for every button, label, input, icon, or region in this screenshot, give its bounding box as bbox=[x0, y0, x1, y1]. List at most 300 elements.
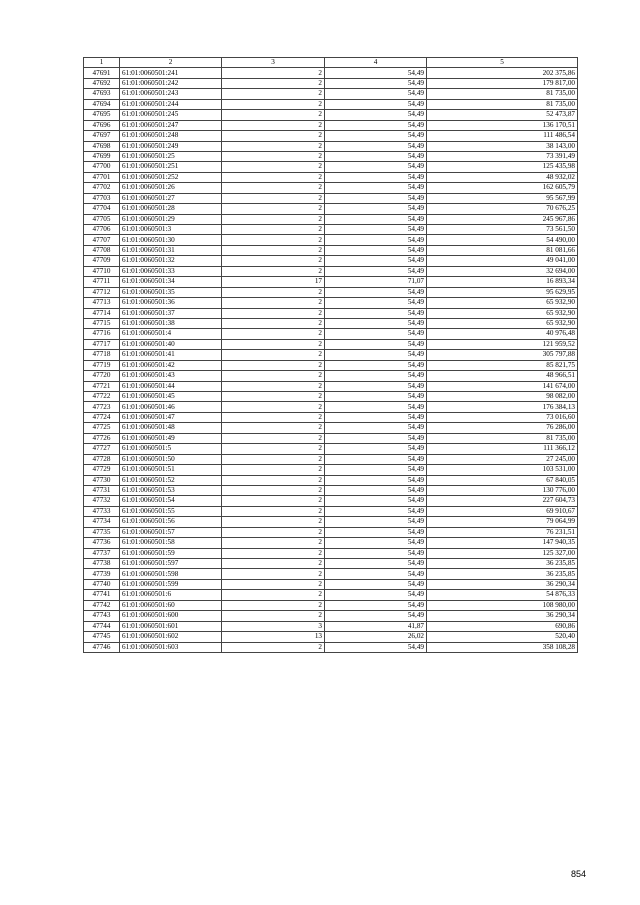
table-row bbox=[84, 183, 578, 193]
table-row bbox=[84, 475, 578, 485]
table-cell-col-1: 47735 bbox=[84, 527, 120, 537]
table-cell-col-1: 47721 bbox=[84, 381, 120, 391]
table-cell-col-2: 61:01:0060501:25 bbox=[120, 151, 222, 161]
table-cell-col-3: 2 bbox=[222, 308, 325, 318]
table-cell-col-4: 54,49 bbox=[325, 485, 427, 495]
table-cell-col-1: 47720 bbox=[84, 371, 120, 381]
table-cell-col-1: 47724 bbox=[84, 412, 120, 422]
table-row bbox=[84, 485, 578, 495]
table-row bbox=[84, 204, 578, 214]
table-row bbox=[84, 172, 578, 182]
table-cell-col-5: 48 966,51 bbox=[427, 371, 578, 381]
table-cell-col-3: 3 bbox=[222, 621, 325, 631]
table-cell-col-3: 2 bbox=[222, 204, 325, 214]
table-cell-col-4: 54,49 bbox=[325, 465, 427, 475]
table-cell-col-2: 61:01:0060501:53 bbox=[120, 485, 222, 495]
table-cell-col-1: 47733 bbox=[84, 506, 120, 516]
table-cell-col-3: 2 bbox=[222, 266, 325, 276]
data-table bbox=[83, 57, 578, 653]
table-cell-col-2: 61:01:0060501:597 bbox=[120, 559, 222, 569]
table-cell-col-1: 47726 bbox=[84, 433, 120, 443]
table-cell-col-5: 81 735,00 bbox=[427, 99, 578, 109]
table-cell-col-2: 61:01:0060501:48 bbox=[120, 423, 222, 433]
table-cell-col-2: 61:01:0060501:54 bbox=[120, 496, 222, 506]
table-cell-col-1: 47715 bbox=[84, 318, 120, 328]
table-cell-col-5: 95 567,99 bbox=[427, 193, 578, 203]
table-row bbox=[84, 78, 578, 88]
table-cell-col-2: 61:01:0060501:242 bbox=[120, 78, 222, 88]
table-row bbox=[84, 298, 578, 308]
table-cell-col-1: 47705 bbox=[84, 214, 120, 224]
table-cell-col-4: 54,49 bbox=[325, 548, 427, 558]
table-row bbox=[84, 621, 578, 631]
table-header-row bbox=[84, 58, 578, 68]
table-cell-col-2: 61:01:0060501:603 bbox=[120, 642, 222, 652]
table-cell-col-5: 81 735,00 bbox=[427, 433, 578, 443]
table-row bbox=[84, 120, 578, 130]
table-cell-col-4: 54,49 bbox=[325, 517, 427, 527]
table-cell-col-2: 61:01:0060501:602 bbox=[120, 632, 222, 642]
table-cell-col-4: 54,49 bbox=[325, 339, 427, 349]
table-cell-col-2: 61:01:0060501:52 bbox=[120, 475, 222, 485]
table-row bbox=[84, 277, 578, 287]
column-header-1: 1 bbox=[84, 58, 120, 68]
table-cell-col-4: 54,49 bbox=[325, 475, 427, 485]
table-cell-col-3: 2 bbox=[222, 402, 325, 412]
table-cell-col-3: 13 bbox=[222, 632, 325, 642]
table-cell-col-1: 47701 bbox=[84, 172, 120, 182]
table-cell-col-1: 47723 bbox=[84, 402, 120, 412]
table-cell-col-4: 54,49 bbox=[325, 318, 427, 328]
table-cell-col-4: 54,49 bbox=[325, 423, 427, 433]
table-cell-col-1: 47699 bbox=[84, 151, 120, 161]
table-cell-col-3: 2 bbox=[222, 538, 325, 548]
table-cell-col-5: 136 170,51 bbox=[427, 120, 578, 130]
table-cell-col-3: 2 bbox=[222, 423, 325, 433]
table-cell-col-5: 130 776,00 bbox=[427, 485, 578, 495]
table-cell-col-5: 227 604,73 bbox=[427, 496, 578, 506]
table-row bbox=[84, 579, 578, 589]
table-cell-col-2: 61:01:0060501:5 bbox=[120, 444, 222, 454]
table-cell-col-4: 54,49 bbox=[325, 559, 427, 569]
table-row bbox=[84, 496, 578, 506]
table-cell-col-5: 202 375,86 bbox=[427, 68, 578, 78]
table-cell-col-4: 54,49 bbox=[325, 151, 427, 161]
table-cell-col-3: 2 bbox=[222, 162, 325, 172]
table-cell-col-5: 54 490,00 bbox=[427, 235, 578, 245]
table-row bbox=[84, 89, 578, 99]
table-cell-col-3: 2 bbox=[222, 475, 325, 485]
table-cell-col-2: 61:01:0060501:245 bbox=[120, 110, 222, 120]
table-cell-col-1: 47692 bbox=[84, 78, 120, 88]
table-cell-col-1: 47716 bbox=[84, 329, 120, 339]
table-cell-col-5: 690,86 bbox=[427, 621, 578, 631]
table-cell-col-5: 81 735,00 bbox=[427, 89, 578, 99]
table-cell-col-2: 61:01:0060501:40 bbox=[120, 339, 222, 349]
table-cell-col-3: 2 bbox=[222, 256, 325, 266]
table-cell-col-2: 61:01:0060501:244 bbox=[120, 99, 222, 109]
table-cell-col-1: 47697 bbox=[84, 131, 120, 141]
table-cell-col-5: 176 384,13 bbox=[427, 402, 578, 412]
table-cell-col-1: 47730 bbox=[84, 475, 120, 485]
table-cell-col-1: 47731 bbox=[84, 485, 120, 495]
table-cell-col-5: 65 932,90 bbox=[427, 308, 578, 318]
table-cell-col-3: 2 bbox=[222, 559, 325, 569]
table-cell-col-2: 61:01:0060501:37 bbox=[120, 308, 222, 318]
table-row bbox=[84, 538, 578, 548]
table-cell-col-1: 47744 bbox=[84, 621, 120, 631]
table-cell-col-5: 54 876,33 bbox=[427, 590, 578, 600]
table-cell-col-5: 103 531,00 bbox=[427, 465, 578, 475]
table-cell-col-5: 73 561,50 bbox=[427, 225, 578, 235]
table-cell-col-3: 2 bbox=[222, 611, 325, 621]
table-cell-col-2: 61:01:0060501:247 bbox=[120, 120, 222, 130]
table-cell-col-3: 2 bbox=[222, 78, 325, 88]
table-cell-col-1: 47706 bbox=[84, 225, 120, 235]
table-cell-col-1: 47719 bbox=[84, 360, 120, 370]
table-cell-col-2: 61:01:0060501:55 bbox=[120, 506, 222, 516]
table-cell-col-4: 54,49 bbox=[325, 611, 427, 621]
table-cell-col-4: 54,49 bbox=[325, 266, 427, 276]
table-cell-col-4: 54,49 bbox=[325, 600, 427, 610]
table-cell-col-3: 2 bbox=[222, 225, 325, 235]
table-cell-col-5: 111 486,54 bbox=[427, 131, 578, 141]
table-cell-col-5: 73 016,60 bbox=[427, 412, 578, 422]
table-cell-col-1: 47704 bbox=[84, 204, 120, 214]
table-cell-col-4: 54,49 bbox=[325, 381, 427, 391]
table-cell-col-1: 47739 bbox=[84, 569, 120, 579]
table-cell-col-3: 2 bbox=[222, 506, 325, 516]
table-cell-col-3: 2 bbox=[222, 517, 325, 527]
table-row bbox=[84, 110, 578, 120]
table-cell-col-1: 47718 bbox=[84, 350, 120, 360]
table-cell-col-2: 61:01:0060501:30 bbox=[120, 235, 222, 245]
table-cell-col-2: 61:01:0060501:44 bbox=[120, 381, 222, 391]
table-cell-col-3: 2 bbox=[222, 287, 325, 297]
table-cell-col-5: 121 959,52 bbox=[427, 339, 578, 349]
table-cell-col-5: 108 980,00 bbox=[427, 600, 578, 610]
table-cell-col-4: 54,49 bbox=[325, 506, 427, 516]
table-cell-col-5: 147 940,35 bbox=[427, 538, 578, 548]
table-cell-col-4: 54,49 bbox=[325, 183, 427, 193]
table-cell-col-3: 2 bbox=[222, 548, 325, 558]
table-cell-col-3: 2 bbox=[222, 465, 325, 475]
table-cell-col-1: 47740 bbox=[84, 579, 120, 589]
table-cell-col-1: 47728 bbox=[84, 454, 120, 464]
table-cell-col-2: 61:01:0060501:33 bbox=[120, 266, 222, 276]
table-cell-col-5: 36 290,34 bbox=[427, 611, 578, 621]
table-cell-col-3: 2 bbox=[222, 569, 325, 579]
table-cell-col-2: 61:01:0060501:46 bbox=[120, 402, 222, 412]
table-cell-col-4: 54,49 bbox=[325, 204, 427, 214]
table-cell-col-1: 47734 bbox=[84, 517, 120, 527]
table-row bbox=[84, 225, 578, 235]
table-cell-col-3: 2 bbox=[222, 392, 325, 402]
table-cell-col-2: 61:01:0060501:27 bbox=[120, 193, 222, 203]
table-cell-col-5: 65 932,90 bbox=[427, 318, 578, 328]
table-cell-col-4: 54,49 bbox=[325, 225, 427, 235]
table-cell-col-2: 61:01:0060501:50 bbox=[120, 454, 222, 464]
table-cell-col-4: 54,49 bbox=[325, 392, 427, 402]
table-cell-col-2: 61:01:0060501:241 bbox=[120, 68, 222, 78]
table-cell-col-5: 73 391,49 bbox=[427, 151, 578, 161]
table-cell-col-3: 2 bbox=[222, 110, 325, 120]
table-cell-col-1: 47708 bbox=[84, 245, 120, 255]
table-cell-col-2: 61:01:0060501:600 bbox=[120, 611, 222, 621]
table-cell-col-4: 54,49 bbox=[325, 214, 427, 224]
table-cell-col-1: 47732 bbox=[84, 496, 120, 506]
table-cell-col-4: 54,49 bbox=[325, 110, 427, 120]
table-row bbox=[84, 308, 578, 318]
table-cell-col-2: 61:01:0060501:249 bbox=[120, 141, 222, 151]
table-cell-col-5: 81 081,66 bbox=[427, 245, 578, 255]
table-cell-col-2: 61:01:0060501:34 bbox=[120, 277, 222, 287]
table-cell-col-3: 2 bbox=[222, 68, 325, 78]
table-cell-col-2: 61:01:0060501:598 bbox=[120, 569, 222, 579]
table-cell-col-3: 2 bbox=[222, 183, 325, 193]
table-cell-col-1: 47717 bbox=[84, 339, 120, 349]
table-cell-col-3: 2 bbox=[222, 298, 325, 308]
table-body bbox=[84, 68, 578, 653]
table-row bbox=[84, 433, 578, 443]
table-cell-col-4: 54,49 bbox=[325, 235, 427, 245]
table-row bbox=[84, 600, 578, 610]
table-cell-col-1: 47710 bbox=[84, 266, 120, 276]
page-number: 854 bbox=[570, 869, 586, 879]
table-cell-col-4: 54,49 bbox=[325, 538, 427, 548]
table-cell-col-5: 69 910,67 bbox=[427, 506, 578, 516]
table-cell-col-2: 61:01:0060501:6 bbox=[120, 590, 222, 600]
table-cell-col-5: 40 976,48 bbox=[427, 329, 578, 339]
table-cell-col-2: 61:01:0060501:36 bbox=[120, 298, 222, 308]
table-cell-col-4: 54,49 bbox=[325, 141, 427, 151]
table-row bbox=[84, 151, 578, 161]
table-cell-col-1: 47691 bbox=[84, 68, 120, 78]
table-cell-col-4: 54,49 bbox=[325, 329, 427, 339]
table-cell-col-1: 47746 bbox=[84, 642, 120, 652]
table-cell-col-5: 85 821,75 bbox=[427, 360, 578, 370]
table-cell-col-2: 61:01:0060501:59 bbox=[120, 548, 222, 558]
table-cell-col-5: 49 041,00 bbox=[427, 256, 578, 266]
table-row bbox=[84, 465, 578, 475]
table-cell-col-2: 61:01:0060501:248 bbox=[120, 131, 222, 141]
table-row bbox=[84, 131, 578, 141]
table-cell-col-1: 47736 bbox=[84, 538, 120, 548]
table-cell-col-5: 65 932,90 bbox=[427, 298, 578, 308]
table-cell-col-1: 47712 bbox=[84, 287, 120, 297]
table-row bbox=[84, 381, 578, 391]
table-cell-col-5: 520,40 bbox=[427, 632, 578, 642]
table-cell-col-3: 2 bbox=[222, 381, 325, 391]
table-cell-col-3: 2 bbox=[222, 214, 325, 224]
table-cell-col-3: 2 bbox=[222, 329, 325, 339]
table-cell-col-3: 2 bbox=[222, 120, 325, 130]
table-cell-col-2: 61:01:0060501:56 bbox=[120, 517, 222, 527]
table-cell-col-1: 47729 bbox=[84, 465, 120, 475]
table-cell-col-2: 61:01:0060501:57 bbox=[120, 527, 222, 537]
table-cell-col-4: 54,49 bbox=[325, 527, 427, 537]
table-row bbox=[84, 402, 578, 412]
table-cell-col-1: 47745 bbox=[84, 632, 120, 642]
table-cell-col-4: 54,49 bbox=[325, 590, 427, 600]
table-cell-col-5: 38 143,00 bbox=[427, 141, 578, 151]
table-cell-col-4: 54,49 bbox=[325, 298, 427, 308]
table-cell-col-1: 47713 bbox=[84, 298, 120, 308]
table-cell-col-3: 2 bbox=[222, 193, 325, 203]
table-cell-col-3: 2 bbox=[222, 89, 325, 99]
table-row bbox=[84, 235, 578, 245]
table-cell-col-5: 36 235,85 bbox=[427, 559, 578, 569]
table-cell-col-4: 26,02 bbox=[325, 632, 427, 642]
table-cell-col-2: 61:01:0060501:26 bbox=[120, 183, 222, 193]
table-row bbox=[84, 632, 578, 642]
table-cell-col-2: 61:01:0060501:42 bbox=[120, 360, 222, 370]
table-cell-col-2: 61:01:0060501:4 bbox=[120, 329, 222, 339]
table-row bbox=[84, 611, 578, 621]
table-cell-col-1: 47725 bbox=[84, 423, 120, 433]
table-cell-col-1: 47709 bbox=[84, 256, 120, 266]
table-cell-col-4: 41,87 bbox=[325, 621, 427, 631]
table-row bbox=[84, 99, 578, 109]
table-cell-col-3: 2 bbox=[222, 590, 325, 600]
table-cell-col-4: 54,49 bbox=[325, 256, 427, 266]
table-cell-col-1: 47694 bbox=[84, 99, 120, 109]
table-cell-col-3: 2 bbox=[222, 579, 325, 589]
table-row bbox=[84, 454, 578, 464]
table-cell-col-3: 2 bbox=[222, 99, 325, 109]
table-row bbox=[84, 642, 578, 652]
table-cell-col-4: 54,49 bbox=[325, 433, 427, 443]
table-cell-col-3: 17 bbox=[222, 277, 325, 287]
table-cell-col-5: 36 235,85 bbox=[427, 569, 578, 579]
table-cell-col-2: 61:01:0060501:45 bbox=[120, 392, 222, 402]
table-cell-col-3: 2 bbox=[222, 339, 325, 349]
table-cell-col-4: 54,49 bbox=[325, 78, 427, 88]
table-row bbox=[84, 162, 578, 172]
table-cell-col-5: 125 327,00 bbox=[427, 548, 578, 558]
table-cell-col-5: 95 629,95 bbox=[427, 287, 578, 297]
table-cell-col-2: 61:01:0060501:58 bbox=[120, 538, 222, 548]
table-cell-col-2: 61:01:0060501:243 bbox=[120, 89, 222, 99]
table-cell-col-5: 67 840,05 bbox=[427, 475, 578, 485]
table-cell-col-5: 76 286,00 bbox=[427, 423, 578, 433]
table-cell-col-1: 47722 bbox=[84, 392, 120, 402]
column-header-3: 3 bbox=[222, 58, 325, 68]
table-cell-col-2: 61:01:0060501:599 bbox=[120, 579, 222, 589]
table-cell-col-2: 61:01:0060501:28 bbox=[120, 204, 222, 214]
table-cell-col-1: 47696 bbox=[84, 120, 120, 130]
table-row bbox=[84, 412, 578, 422]
table-row bbox=[84, 287, 578, 297]
table-cell-col-5: 16 893,34 bbox=[427, 277, 578, 287]
table-row bbox=[84, 339, 578, 349]
table-cell-col-4: 54,49 bbox=[325, 360, 427, 370]
table-cell-col-3: 2 bbox=[222, 444, 325, 454]
table-cell-col-2: 61:01:0060501:38 bbox=[120, 318, 222, 328]
table-cell-col-5: 162 605,79 bbox=[427, 183, 578, 193]
table-cell-col-4: 54,49 bbox=[325, 68, 427, 78]
table-row bbox=[84, 141, 578, 151]
table-cell-col-1: 47738 bbox=[84, 559, 120, 569]
table-cell-col-2: 61:01:0060501:32 bbox=[120, 256, 222, 266]
table-cell-col-2: 61:01:0060501:252 bbox=[120, 172, 222, 182]
table-cell-col-2: 61:01:0060501:49 bbox=[120, 433, 222, 443]
table-cell-col-2: 61:01:0060501:251 bbox=[120, 162, 222, 172]
table-cell-col-3: 2 bbox=[222, 454, 325, 464]
table-row bbox=[84, 256, 578, 266]
table-cell-col-3: 2 bbox=[222, 172, 325, 182]
column-header-4: 4 bbox=[325, 58, 427, 68]
table-cell-col-2: 61:01:0060501:601 bbox=[120, 621, 222, 631]
table-cell-col-4: 71,07 bbox=[325, 277, 427, 287]
table-cell-col-1: 47698 bbox=[84, 141, 120, 151]
table-cell-col-5: 32 694,00 bbox=[427, 266, 578, 276]
table-cell-col-5: 36 290,34 bbox=[427, 579, 578, 589]
table-cell-col-3: 2 bbox=[222, 600, 325, 610]
table-cell-col-2: 61:01:0060501:3 bbox=[120, 225, 222, 235]
table-cell-col-3: 2 bbox=[222, 141, 325, 151]
table-cell-col-2: 61:01:0060501:41 bbox=[120, 350, 222, 360]
table-row bbox=[84, 423, 578, 433]
column-header-5: 5 bbox=[427, 58, 578, 68]
table-cell-col-4: 54,49 bbox=[325, 412, 427, 422]
table-cell-col-5: 48 932,02 bbox=[427, 172, 578, 182]
table-cell-col-2: 61:01:0060501:43 bbox=[120, 371, 222, 381]
table-cell-col-4: 54,49 bbox=[325, 89, 427, 99]
table-cell-col-2: 61:01:0060501:29 bbox=[120, 214, 222, 224]
table-cell-col-1: 47737 bbox=[84, 548, 120, 558]
table-cell-col-3: 2 bbox=[222, 131, 325, 141]
table-row bbox=[84, 329, 578, 339]
table-cell-col-3: 2 bbox=[222, 527, 325, 537]
table-cell-col-3: 2 bbox=[222, 433, 325, 443]
table-cell-col-5: 79 064,99 bbox=[427, 517, 578, 527]
table-cell-col-3: 2 bbox=[222, 371, 325, 381]
table-cell-col-5: 179 817,00 bbox=[427, 78, 578, 88]
table-cell-col-3: 2 bbox=[222, 485, 325, 495]
table-cell-col-4: 54,49 bbox=[325, 454, 427, 464]
table-cell-col-3: 2 bbox=[222, 235, 325, 245]
table-cell-col-4: 54,49 bbox=[325, 642, 427, 652]
table-cell-col-4: 54,49 bbox=[325, 172, 427, 182]
table-cell-col-5: 98 082,00 bbox=[427, 392, 578, 402]
table-cell-col-2: 61:01:0060501:35 bbox=[120, 287, 222, 297]
column-header-2: 2 bbox=[120, 58, 222, 68]
table-cell-col-2: 61:01:0060501:60 bbox=[120, 600, 222, 610]
table-cell-col-1: 47695 bbox=[84, 110, 120, 120]
table-row bbox=[84, 214, 578, 224]
table-cell-col-1: 47711 bbox=[84, 277, 120, 287]
table-cell-col-4: 54,49 bbox=[325, 245, 427, 255]
table-row bbox=[84, 559, 578, 569]
table-cell-col-5: 245 967,86 bbox=[427, 214, 578, 224]
table-cell-col-5: 358 108,28 bbox=[427, 642, 578, 652]
table-cell-col-3: 2 bbox=[222, 245, 325, 255]
table-cell-col-4: 54,49 bbox=[325, 193, 427, 203]
table-cell-col-4: 54,49 bbox=[325, 131, 427, 141]
table-cell-col-5: 125 435,98 bbox=[427, 162, 578, 172]
table-row bbox=[84, 506, 578, 516]
table-cell-col-4: 54,49 bbox=[325, 350, 427, 360]
table-cell-col-1: 47741 bbox=[84, 590, 120, 600]
table-cell-col-5: 76 231,51 bbox=[427, 527, 578, 537]
table-row bbox=[84, 245, 578, 255]
table-cell-col-3: 2 bbox=[222, 496, 325, 506]
table-cell-col-4: 54,49 bbox=[325, 569, 427, 579]
table-row bbox=[84, 444, 578, 454]
table-cell-col-3: 2 bbox=[222, 318, 325, 328]
table-cell-col-5: 52 473,87 bbox=[427, 110, 578, 120]
